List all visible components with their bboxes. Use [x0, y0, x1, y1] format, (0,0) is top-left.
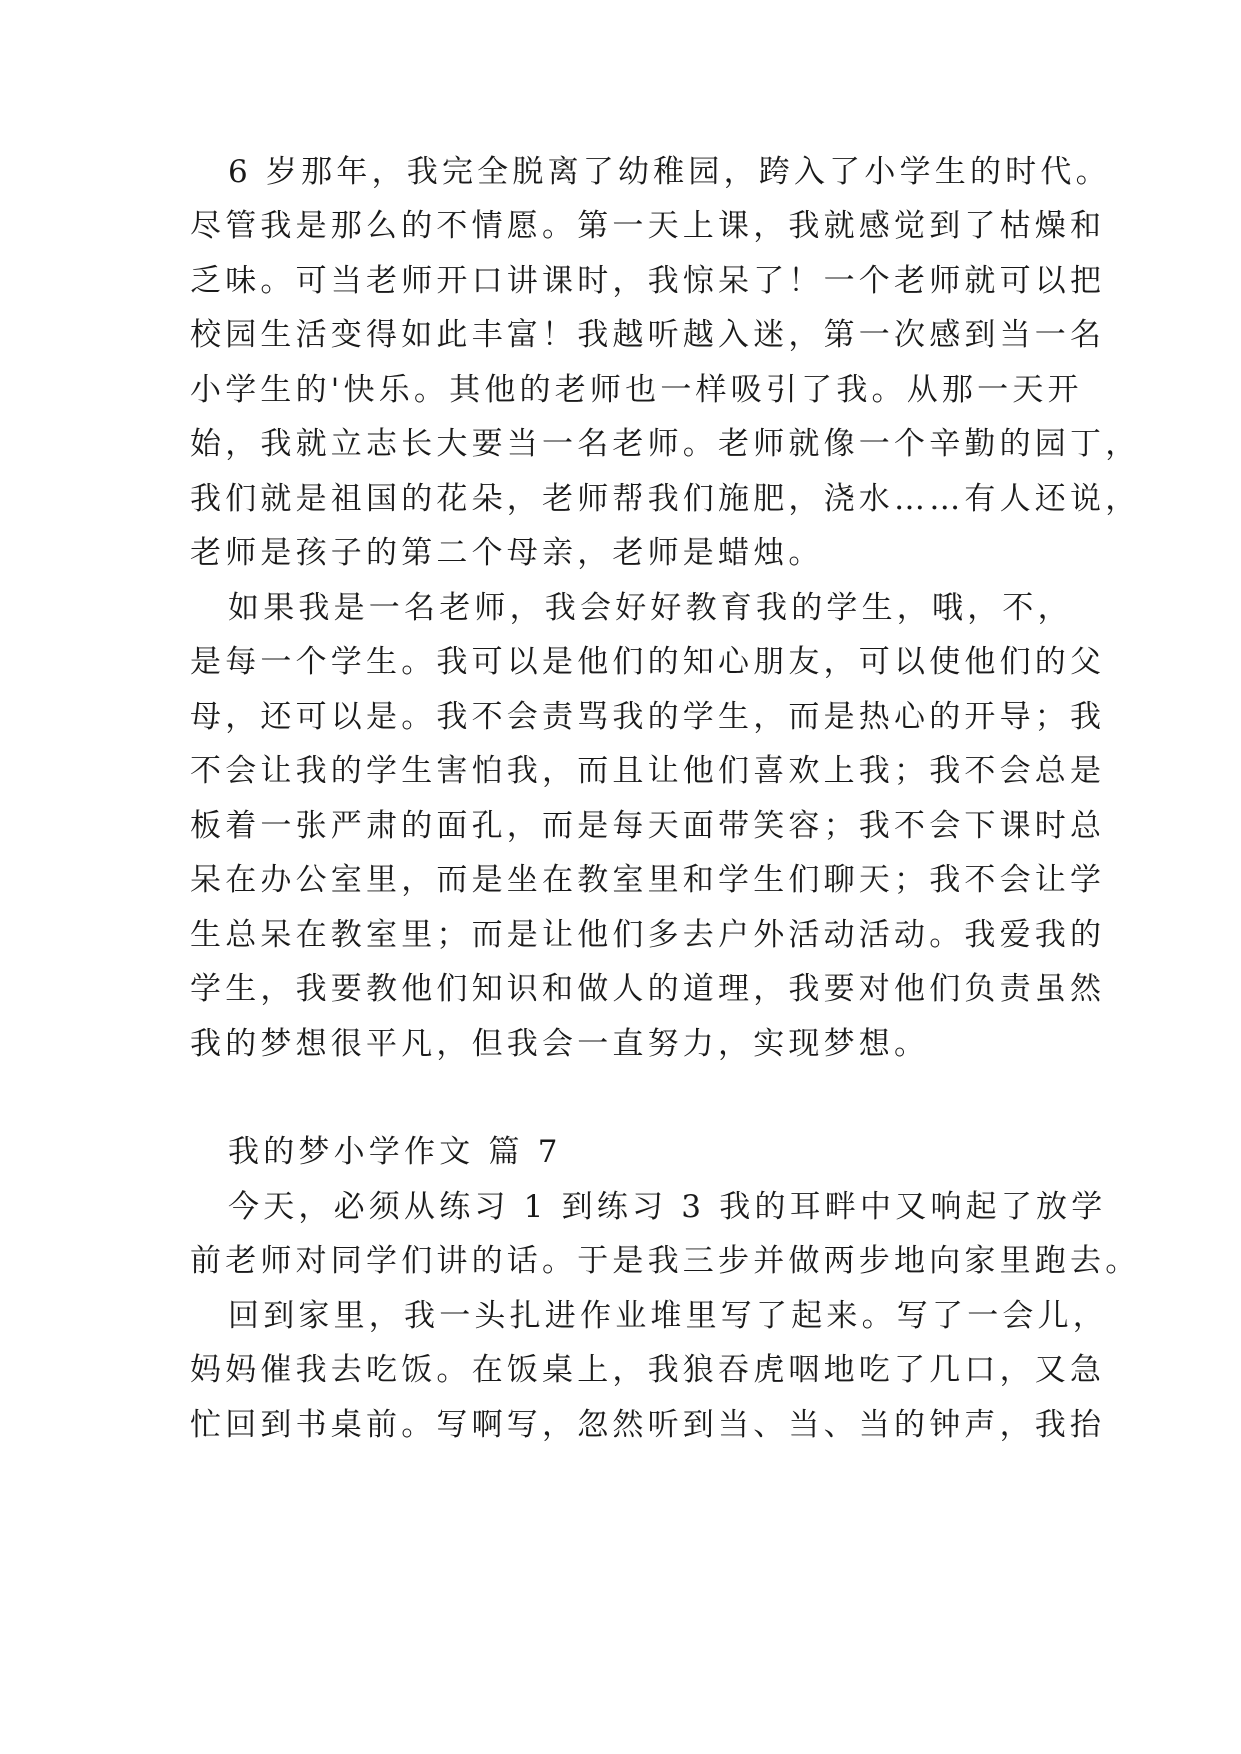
essay6-p2-line-1: 如果我是一名老师，我会好好教育我的学生，哦，不，: [228, 590, 1073, 626]
essay6-p1-line-1: 6 岁那年，我完全脱离了幼稚园，跨入了小学生的时代。: [228, 154, 1111, 190]
essay6-p1-line-2: 尽管我是那么的不情愿。第一天上课，我就感觉到了枯燥和: [190, 208, 1106, 244]
essay6-p2-line-4: 不会让我的学生害怕我，而且让他们喜欢上我；我不会总是: [190, 753, 1106, 789]
essay6-p2-line-5: 板着一张严肃的面孔，而是每天面带笑容；我不会下课时总: [190, 808, 1106, 844]
essay6-p1-line-4: 校园生活变得如此丰富！我越听越入迷，第一次感到当一名: [190, 317, 1106, 353]
essay6-p2-line-2: 是每一个学生。我可以是他们的知心朋友，可以使他们的父: [190, 644, 1106, 680]
essay6-p1-line-3: 乏味。可当老师开口讲课时，我惊呆了！一个老师就可以把: [190, 263, 1106, 299]
essay6-p1-line-7: 我们就是祖国的花朵，老师帮我们施肥，浇水……有人还说，: [190, 481, 1141, 517]
essay6-p1-line-5: 小学生的'快乐。其他的老师也一样吸引了我。从那一天开: [190, 372, 1083, 408]
essay7-heading: 我的梦小学作文 篇 7: [228, 1134, 562, 1170]
essay6-p2-line-3: 母，还可以是。我不会责骂我的学生，而是热心的开导；我: [190, 699, 1106, 735]
essay6-p2-line-9: 我的梦想很平凡，但我会一直努力，实现梦想。: [190, 1026, 930, 1062]
essay7-p1-line-2: 前老师对同学们讲的话。于是我三步并做两步地向家里跑去。: [190, 1243, 1141, 1279]
essay7-p1-line-1: 今天，必须从练习 1 到练习 3 我的耳畔中又响起了放学: [228, 1189, 1107, 1225]
essay6-p1-line-8: 老师是孩子的第二个母亲，老师是蜡烛。: [190, 535, 824, 571]
essay7-p2-line-1: 回到家里，我一头扎进作业堆里写了起来。写了一会儿，: [228, 1298, 1108, 1334]
essay6-p2-line-7: 生总呆在教室里；而是让他们多去户外活动活动。我爱我的: [190, 917, 1106, 953]
essay6-p1-line-6: 始，我就立志长大要当一名老师。老师就像一个辛勤的园丁，: [190, 426, 1141, 462]
essay7-p2-line-3: 忙回到书桌前。写啊写，忽然听到当、当、当的钟声，我抬: [190, 1407, 1106, 1443]
essay6-p2-line-6: 呆在办公室里，而是坐在教室里和学生们聊天；我不会让学: [190, 862, 1106, 898]
essay7-p2-line-2: 妈妈催我去吃饭。在饭桌上，我狼吞虎咽地吃了几口，又急: [190, 1352, 1106, 1388]
essay6-p2-line-8: 学生，我要教他们知识和做人的道理，我要对他们负责虽然: [190, 971, 1106, 1007]
